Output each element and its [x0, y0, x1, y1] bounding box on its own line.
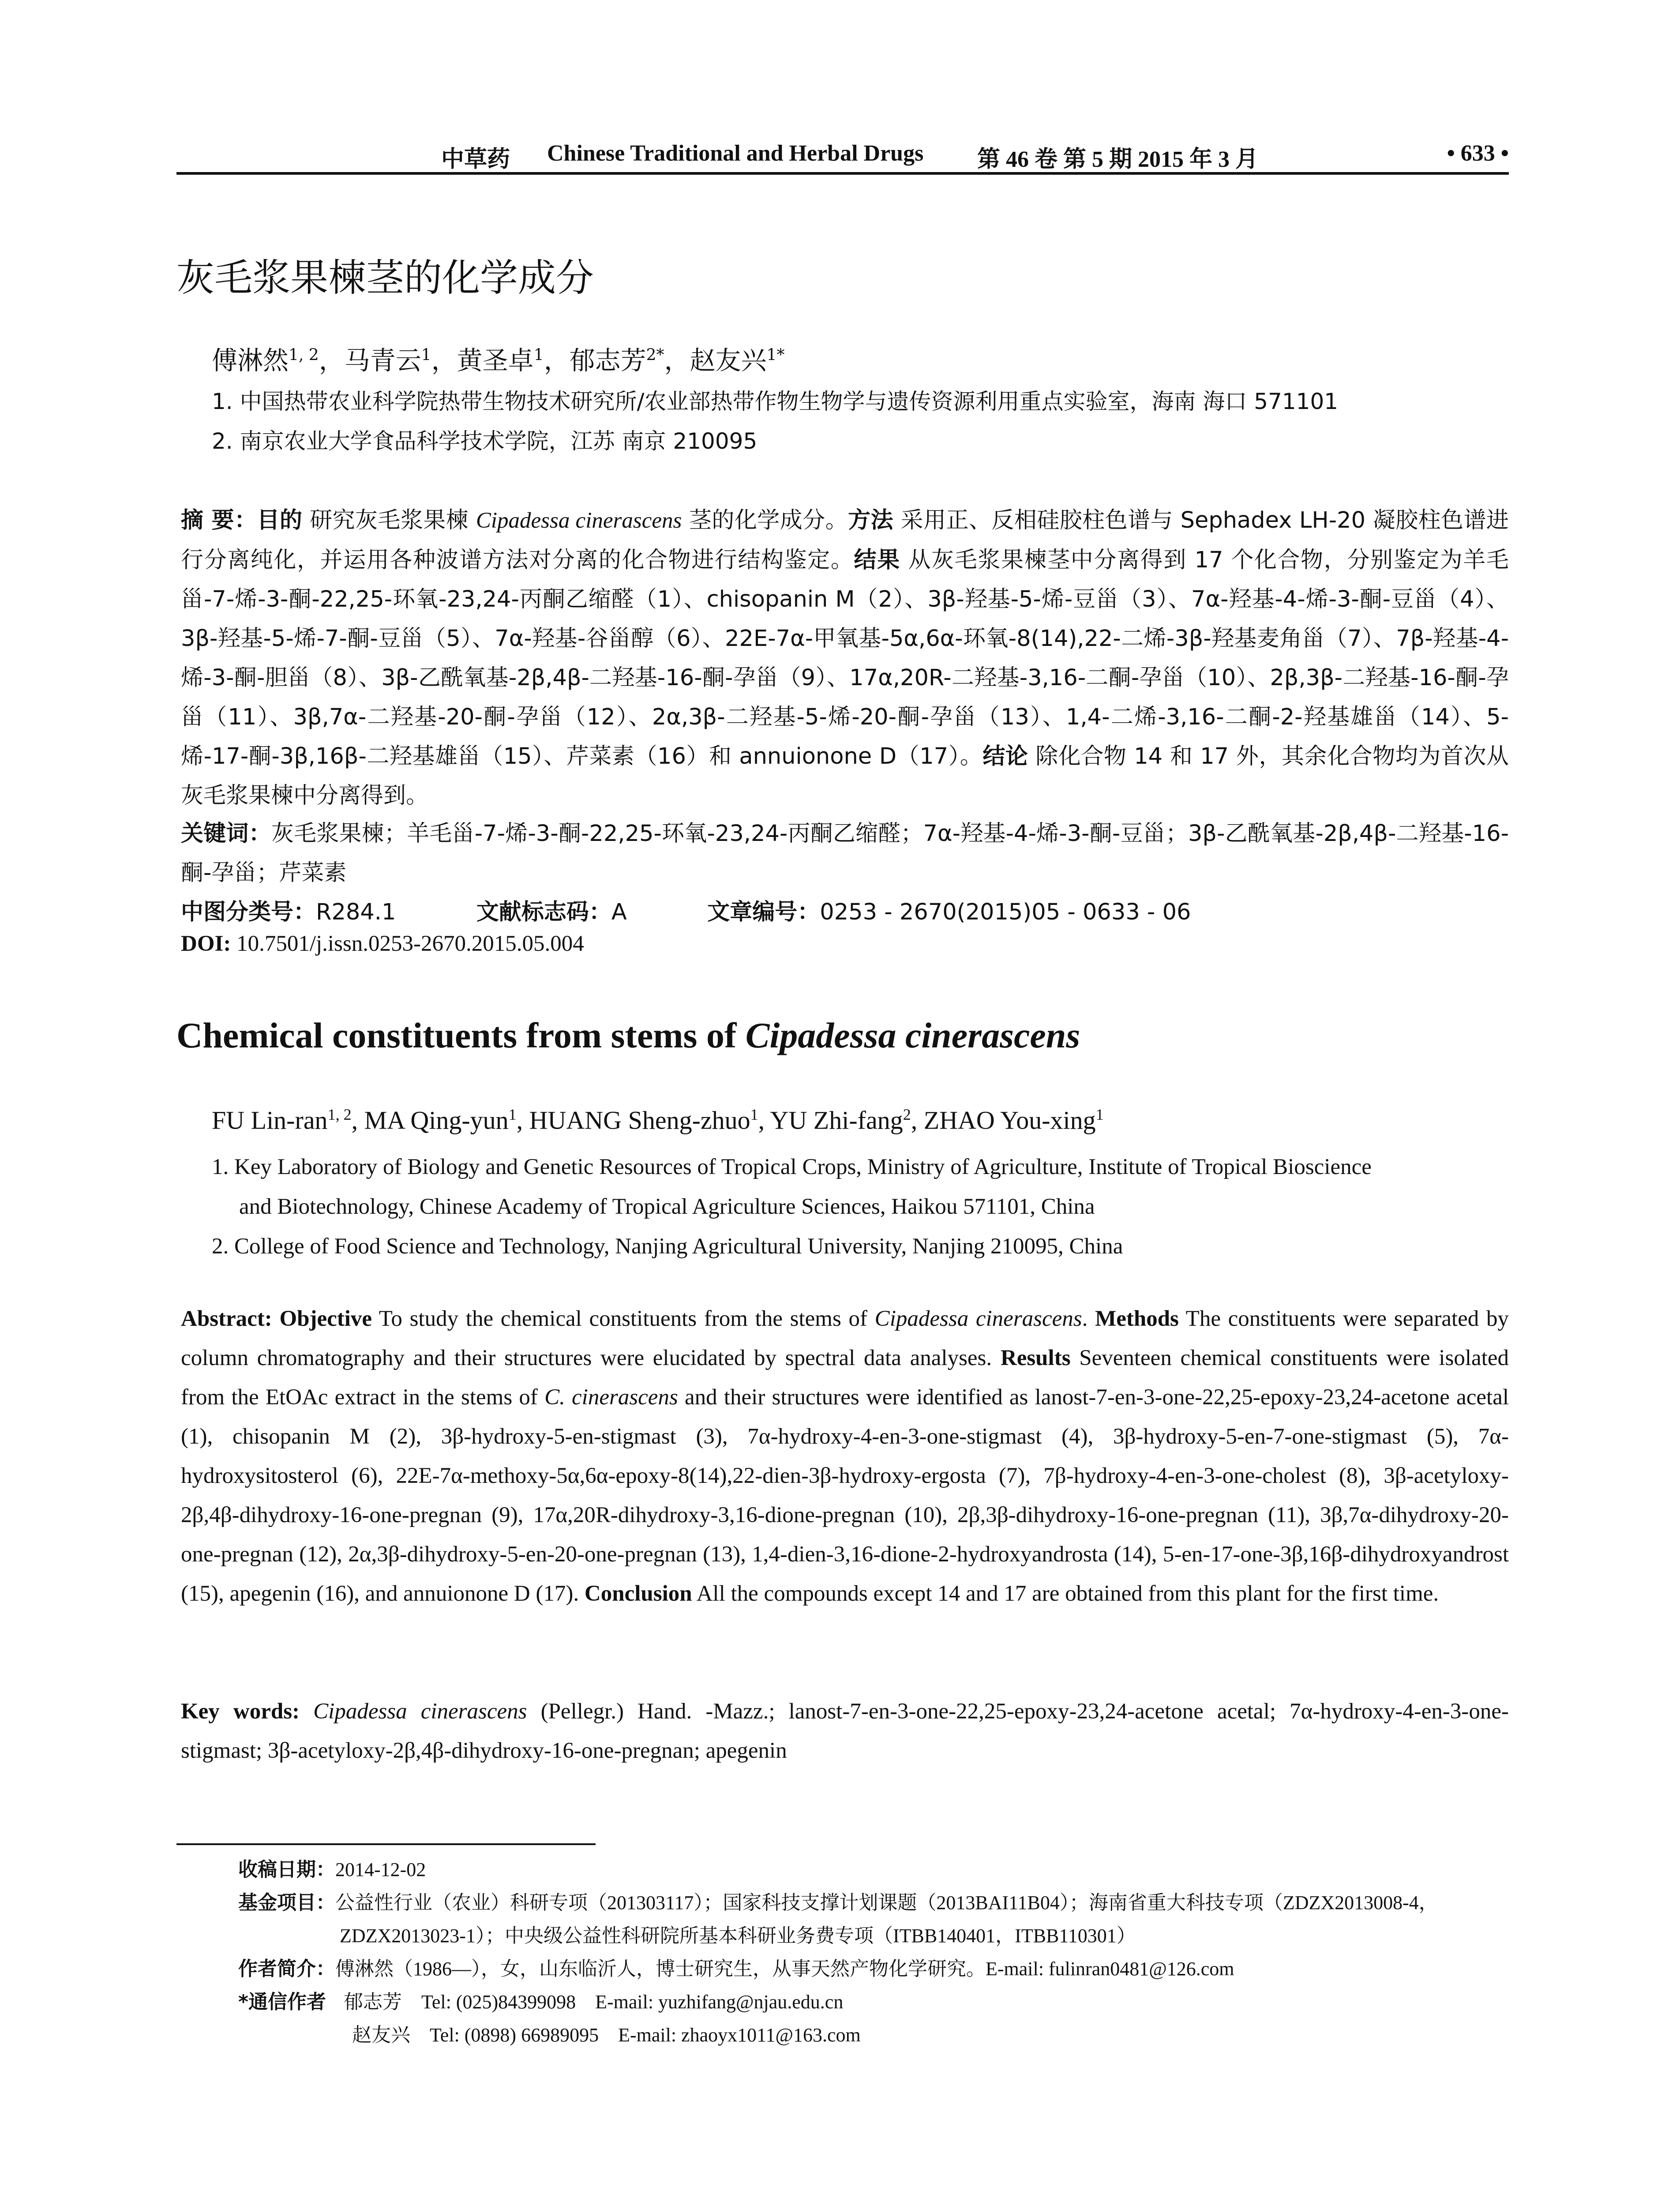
author-affiliation-mark: 2	[903, 1106, 911, 1123]
volume-issue: 第 46 卷 第 5 期 2015 年 3 月	[977, 147, 1259, 172]
english-affiliation-1b: and Biotechnology, Chinese Academy of Tropical Agriculture Sciences, Haikou 571101, China	[239, 1194, 1095, 1219]
author-name: 黄圣卓	[457, 345, 534, 375]
keywords-text-en: (Pellegr.) Hand. -Mazz.; lanost-7-en-3-one-22,25-epoxy-23,24-acetone acetal; 7α-hydroxy-4-en-3-one-stigmast; 3β-acetyloxy-2β,4β-dihydroxy-16-one-pregnan; apegenin	[181, 1699, 1509, 1763]
author-name: 赵友兴	[690, 345, 767, 375]
results-text-cn: 从灰毛浆果楝茎中分离得到 17 个化合物，分别鉴定为羊毛甾-7-烯-3-酮-22,25-环氧-23,24-丙酮乙缩醛（1）、chisopanin M（2）、3β-羟基-5-烯-豆甾（3）、7α-羟基-4-烯-3-酮-豆甾（4）、3β-羟基-5-烯-7-酮-豆甾（5）、7α-羟基-谷甾醇（6）、22E-7α-甲氧基-5α,6α-环氧-8(14),22-二烯-3β-羟基麦角甾（7）、7β-羟基-4-烯-3-酮-胆甾（8）、3β-乙酰氧基-2β,4β-二羟基-16-酮-孕甾（9）、17α,20R-二羟基-3,16-二酮-孕甾（10）、2β,3β-二羟基-16-酮-孕甾（11）、3β,7α-二羟基-20-酮-孕甾（12）、2α,3β-二羟基-5-烯-20-酮-孕甾（13）、1,4-二烯-3,16-二酮-2-羟基雄甾（14）、5-烯-17-酮-3β,16β-二羟基雄甾（15）、芹菜素（16）和 annuionone D（17）。	[181, 547, 1509, 769]
conclusion-label-en: Conclusion	[584, 1581, 692, 1606]
methods-text-cn: 采用正、反相硅胶柱色谱与 Sephadex LH-20 凝胶柱色谱进行分离纯化，并运用各种波谱方法对分离的化合物进行结构鉴定。	[181, 507, 1509, 573]
english-affiliations	[212, 1147, 1509, 1266]
species-abbrev-en: C. cinerascens	[544, 1385, 678, 1410]
results-text-en-b: and their structures were identified as lanost-7-en-3-one-22,25-epoxy-23,24-acetone acetal (1), chisopanin M (2), 3β-hydroxy-5-en-stigmast (3), 7α-hydroxy-4-en-3-one-stigmast (4), 3β-hydroxy-5-en-7-one-stigmast (5), 7α-hydroxysitosterol (6), 22E-7α-methoxy-5α,6α-epoxy-8(14),22-dien-3β-hydroxy-ergosta (7), 7β-hydroxy-4-en-3-one-cholest (8), 3β-acetyloxy-2β,4β-dihydroxy-16-one-pregnan (9), 17α,20R-dihydroxy-3,16-dione-pregnan (10), 2β,3β-dihydroxy-16-one-pregnan (11), 3β,7α-dihydroxy-20-one-pregnan (12), 2α,3β-dihydroxy-5-en-20-one-pregnan (13), 1,4-dien-3,16-dione-2-hydroxyandrosta (14), 5-en-17-one-3β,16β-dihydroxyandrost (15), apegenin (16), and annuionone D (17).	[181, 1385, 1509, 1606]
english-keywords	[181, 1692, 1509, 1771]
conclusion-text-en: All the compounds except 14 and 17 are obtained from this plant for the first time.	[692, 1581, 1439, 1606]
received-label: 收稿日期：	[238, 1858, 335, 1881]
classification-line	[181, 893, 1191, 926]
species-name: Cipadessa cinerascens	[476, 508, 682, 533]
author-separator: ,	[351, 1106, 364, 1135]
chinese-keywords	[181, 814, 1509, 893]
article-no-value: 0253 - 2670(2015)05 - 0633 - 06	[820, 899, 1191, 925]
methods-text-en: The constituents were separated by column chromatography and their structures were elucidated by spectral data analyses.	[181, 1306, 1509, 1370]
doc-code-label: 文献标志码：	[476, 899, 611, 925]
chinese-authors	[212, 340, 784, 377]
author-name: MA Qing-yun	[364, 1106, 509, 1135]
author-affiliation-mark: 1	[508, 1106, 517, 1123]
chinese-affiliation-2: 2. 南京农业大学食品科学技术学院，江苏 南京 210095	[212, 428, 758, 454]
bio-value: 傅淋然（1986—），女，山东临沂人，博士研究生，从事天然产物化学研究。E-mail: fulinran0481@126.com	[335, 1958, 1234, 1980]
english-affiliation-1a: 1. Key Laboratory of Biology and Genetic Resources of Tropical Crops, Ministry of Agriculture, Institute of Tropical Bioscience	[212, 1155, 1372, 1179]
author-affiliation-mark: 1, 2	[289, 346, 319, 364]
clc-label: 中图分类号：	[181, 899, 316, 925]
author-name: 傅淋然	[212, 345, 289, 375]
chinese-abstract	[181, 501, 1509, 815]
keywords-text-cn: 灰毛浆果楝；羊毛甾-7-烯-3-酮-22,25-环氧-23,24-丙酮乙缩醛；7α-羟基-4-烯-3-酮-豆甾；3β-乙酰氧基-2β,4β-二羟基-16-酮-孕甾；芹菜素	[181, 821, 1509, 886]
author-name: 马青云	[344, 345, 421, 375]
journal-name-en: Chinese Traditional and Herbal Drugs	[547, 141, 924, 166]
conclusion-text-cn: 除化合物 14 和 17 外，其余化合物均为首次从灰毛浆果楝中分离得到。	[181, 743, 1509, 809]
chinese-title: 灰毛浆果楝茎的化学成分	[176, 256, 594, 300]
author-name: HUANG Sheng-zhuo	[529, 1106, 750, 1135]
doc-code-value: A	[611, 899, 627, 925]
results-label-cn: 结果	[854, 547, 900, 573]
author-separator: ，	[544, 345, 570, 375]
author-separator: ，	[664, 345, 690, 375]
author-name: 郁志芳	[569, 345, 646, 375]
fund-label: 基金项目：	[238, 1891, 335, 1914]
conclusion-label-cn: 结论	[982, 743, 1028, 769]
corresponding-author	[238, 1985, 1509, 2018]
page-number: • 633 •	[1447, 141, 1509, 166]
species-name-en: Cipadessa cinerascens	[874, 1306, 1082, 1331]
author-affiliation-mark: 1*	[766, 346, 785, 364]
bio-label: 作者简介：	[238, 1958, 335, 1980]
author-affiliation-mark: 2*	[646, 346, 664, 364]
author-affiliation-mark: 1, 2	[327, 1106, 352, 1123]
received-value: 2014-12-02	[335, 1859, 426, 1880]
results-label-en: Results	[1000, 1346, 1071, 1370]
corresponding-label: *通信作者	[238, 1991, 326, 2013]
keywords-species-en: Cipadessa cinerascens	[313, 1699, 527, 1724]
methods-label-en: Methods	[1095, 1306, 1179, 1331]
objective-text-cn-a: 研究灰毛浆果楝	[302, 507, 476, 533]
author-separator: ,	[758, 1106, 770, 1135]
author-affiliation-mark: 1	[533, 346, 544, 364]
english-title	[176, 1015, 1080, 1056]
author-separator: ,	[911, 1106, 924, 1135]
doi-line	[181, 931, 584, 957]
author-affiliation-mark: 1	[421, 346, 431, 364]
journal-name-cn: 中草药	[441, 147, 510, 172]
corresponding-2: 赵友兴 Tel: (0898) 66989095 E-mail: zhaoyx1011@163.com	[352, 2024, 861, 2046]
fund-line-1: 公益性行业（农业）科研专项（201303117）；国家科技支撑计划课题（2013BAI11B04）；海南省重大科技专项（ZDZX2013008-4，	[335, 1892, 1438, 1913]
author-separator: ，	[319, 345, 345, 375]
objective-text-en-a: To study the chemical constituents from the stems of	[372, 1306, 875, 1331]
objective-text-en-b: .	[1082, 1306, 1095, 1331]
article-no-label: 文章编号：	[707, 899, 820, 925]
doi-value: 10.7501/j.issn.0253-2670.2015.05.004	[231, 931, 584, 956]
chinese-affiliations	[212, 382, 1338, 461]
fund-info	[238, 1886, 1509, 1952]
corresponding-1: 郁志芳 Tel: (025)84399098 E-mail: yuzhifang@njau.edu.cn	[344, 1991, 844, 2013]
abstract-label-cn: 摘 要：	[181, 507, 257, 533]
received-date	[238, 1853, 1509, 1886]
abstract-label-en: Abstract: Objective	[181, 1306, 372, 1331]
english-authors	[212, 1105, 1104, 1135]
author-name: YU Zhi-fang	[770, 1106, 903, 1135]
english-title-species: Cipadessa cinerascens	[745, 1015, 1080, 1055]
objective-text-cn-b: 茎的化学成分。	[682, 507, 848, 533]
english-abstract	[181, 1299, 1509, 1613]
author-name: ZHAO You-xing	[923, 1106, 1096, 1135]
chinese-affiliation-1: 1. 中国热带农业科学院热带生物技术研究所/农业部热带作物生物学与遗传资源利用重点实验室，海南 海口 571101	[212, 389, 1339, 414]
footnotes	[238, 1853, 1509, 2052]
doi-label: DOI:	[181, 931, 231, 956]
english-title-text: Chemical constituents from stems of	[176, 1015, 746, 1055]
author-separator: ,	[516, 1106, 529, 1135]
fund-line-2: ZDZX2013023-1）；中央级公益性科研院所基本科研业务费专项（ITBB140401，ITBB110301）	[340, 1925, 1136, 1947]
author-separator: ，	[431, 345, 457, 375]
author-affiliation-mark: 1	[750, 1106, 758, 1123]
header-rule	[176, 172, 1509, 175]
author-name: FU Lin-ran	[212, 1106, 328, 1135]
footnote-rule	[176, 1843, 596, 1845]
methods-label-cn: 方法	[848, 507, 893, 533]
clc-value: R284.1	[316, 899, 396, 925]
english-affiliation-2: 2. College of Food Science and Technology, Nanjing Agricultural University, Nanjing 210095, China	[212, 1234, 1123, 1259]
keywords-label-en: Key words:	[181, 1699, 314, 1724]
author-bio	[238, 1952, 1509, 1985]
objective-label-cn: 目的	[257, 507, 303, 533]
author-affiliation-mark: 1	[1095, 1106, 1104, 1123]
results-text-en-a: Seventeen chemical constituents were isolated from the EtOAc extract in the stems of	[181, 1346, 1509, 1410]
keywords-label-cn: 关键词：	[181, 821, 271, 847]
